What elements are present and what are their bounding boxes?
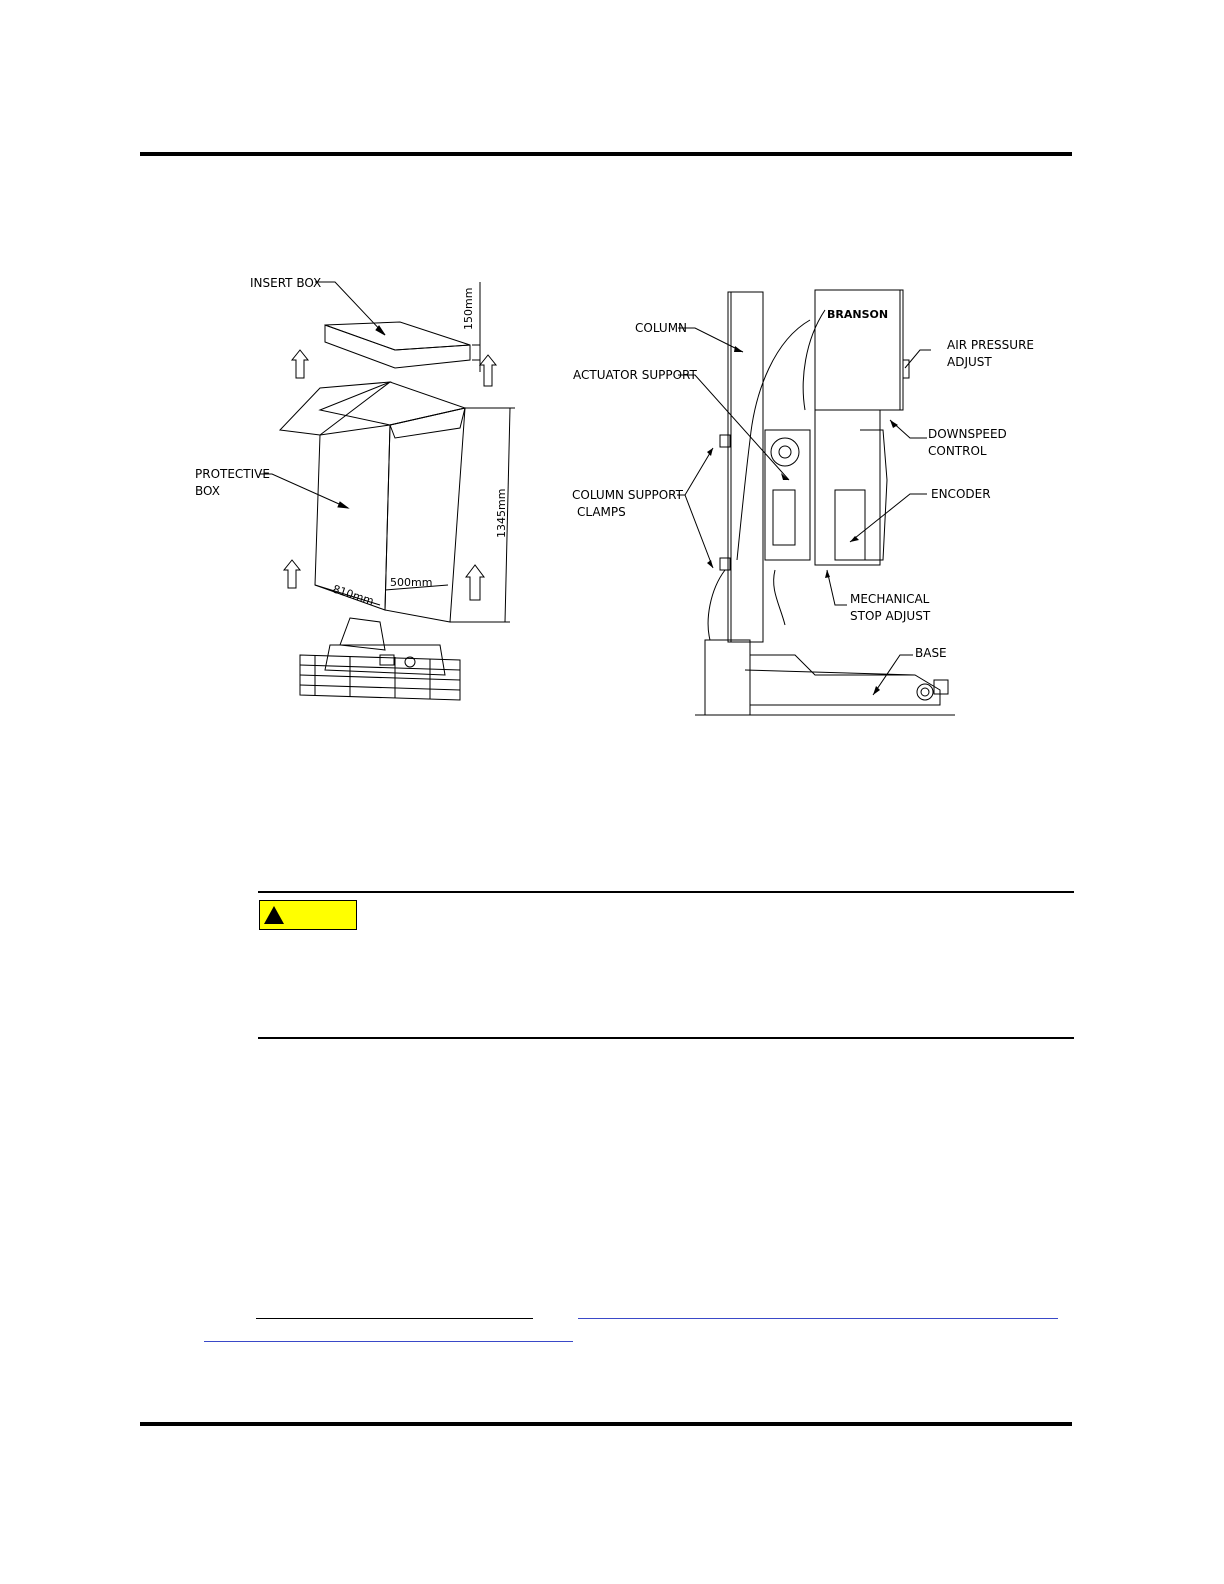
warning-triangle-icon xyxy=(263,905,285,925)
warning-badge xyxy=(259,900,357,930)
label-column-support-1: COLUMN SUPPORT xyxy=(572,488,683,502)
pallet-machine xyxy=(300,618,460,700)
label-protective-box-2: BOX xyxy=(195,484,220,498)
label-air-pressure-1: AIR PRESSURE xyxy=(947,338,1034,352)
label-downspeed-1: DOWNSPEED xyxy=(928,427,1007,441)
label-actuator-support: ACTUATOR SUPPORT xyxy=(573,368,697,382)
label-mech-stop-1: MECHANICAL xyxy=(850,592,930,606)
label-column: COLUMN xyxy=(635,321,688,335)
dim-1345: 1345mm xyxy=(495,488,508,538)
base-shape xyxy=(705,640,750,715)
footnote-link-underline-2[interactable] xyxy=(204,1341,573,1342)
packaging-diagram xyxy=(180,260,540,730)
header-rule xyxy=(140,152,1072,156)
dim-150: 150mm xyxy=(462,287,475,330)
lift-arrow-3 xyxy=(284,560,300,588)
warning-top-rule xyxy=(258,891,1074,893)
label-downspeed-2: CONTROL xyxy=(928,444,987,458)
protective-box-side xyxy=(385,408,465,622)
lift-arrow-4 xyxy=(466,565,484,600)
footnote-link-underline-1[interactable] xyxy=(578,1318,1058,1319)
label-encoder: ENCODER xyxy=(931,487,991,501)
insert-box-front xyxy=(325,325,470,368)
protective-box-front xyxy=(315,425,390,610)
label-column-support-2: CLAMPS xyxy=(577,505,626,519)
insert-box-top xyxy=(325,322,470,350)
column-shape xyxy=(728,292,763,642)
footnote-separator xyxy=(256,1318,533,1319)
label-protective-box-1: PROTECTIVE xyxy=(195,467,270,481)
lift-arrow-1 xyxy=(292,350,308,378)
dim-810: 810mm xyxy=(331,582,376,608)
label-air-pressure-2: ADJUST xyxy=(947,355,992,369)
footer-rule xyxy=(140,1422,1072,1426)
dim-500: 500mm xyxy=(390,576,433,589)
label-insert-box: INSERT BOX xyxy=(250,276,322,290)
lift-arrow-2 xyxy=(480,355,496,386)
warning-bottom-rule xyxy=(258,1037,1074,1039)
label-mech-stop-2: STOP ADJUST xyxy=(850,609,931,623)
label-base: BASE xyxy=(915,646,947,660)
machine-diagram xyxy=(565,280,1045,720)
brand-logo: BRANSON xyxy=(827,308,889,321)
